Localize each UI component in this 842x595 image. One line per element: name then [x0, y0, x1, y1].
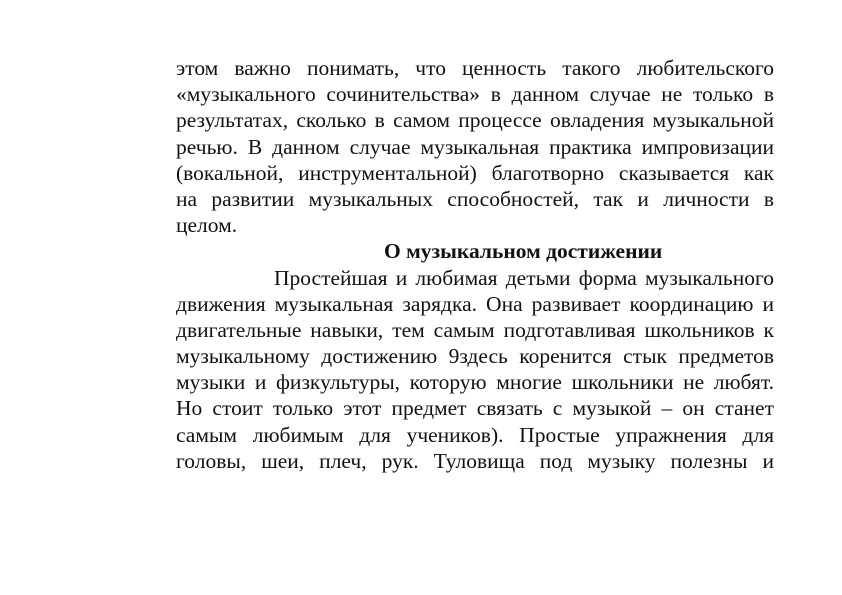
paragraph-line: Простейшая и любимая детьми форма музыкального: [274, 265, 774, 290]
paragraph-line: музыки и физкультуры, которую многие школьники не любят.: [176, 370, 774, 395]
paragraph: [176, 55, 774, 238]
paragraph-line: результатах, сколько в самом процессе овладения музыкальной: [176, 108, 774, 133]
paragraph: [176, 265, 774, 475]
document-body: [176, 55, 774, 474]
paragraph-line: целом.: [176, 213, 238, 238]
paragraph-line: движения музыкальная зарядка. Она развивает координацию и: [176, 291, 774, 316]
paragraph-line: (вокальной, инструментальной) благотворно сказывается как: [176, 160, 774, 185]
paragraph-line: музыкальному достижению 9здесь коренится стык предметов: [176, 344, 774, 369]
paragraph-line: Но стоит только этот предмет связать с музыкой – он станет: [176, 396, 774, 421]
paragraph-line: самым любимым для учеников). Простые упражнения для: [176, 422, 774, 447]
paragraph-line: этом важно понимать, что ценность такого любительского: [176, 56, 774, 80]
paragraph-line: головы, шеи, плеч, рук. Туловища под музыку полезны и: [176, 448, 774, 473]
paragraph-line: «музыкального сочинительства» в данном случае не только в: [176, 82, 774, 107]
section-heading: О музыкальном достижении: [384, 239, 663, 264]
paragraph-line: двигательные навыки, тем самым подготавливая школьников к: [176, 317, 774, 342]
paragraph-line: речью. В данном случае музыкальная практика импровизации: [176, 134, 774, 159]
paragraph-line: на развитии музыкальных способностей, так и личности в: [176, 186, 774, 211]
